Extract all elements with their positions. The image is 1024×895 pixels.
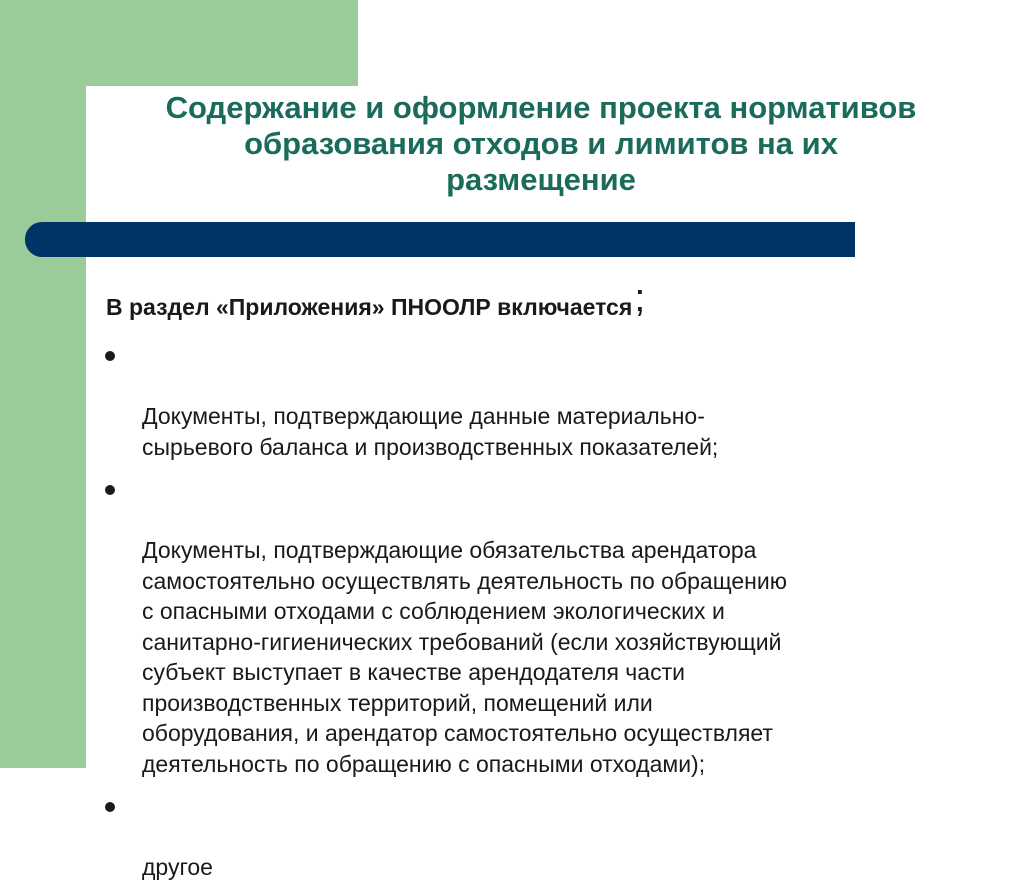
list-item bbox=[104, 791, 964, 883]
title-underline-bar bbox=[25, 222, 855, 257]
bullet-icon bbox=[105, 485, 115, 495]
green-side-background bbox=[0, 0, 86, 768]
list-item-text: другое bbox=[142, 854, 213, 880]
list-item-text: Документы, подтверждающие обязательства арендатора самостоятельно осуществлять деятельность по обращению с опасными отходами с соблюдением экологических и санитарно-гигиенических требований (если хозяйствующий субъект выступает в качестве арендодателя части производственных территорий, помещений или оборудования, и арендатор самостоятельно осуществляет деятельность по обращению с опасными отходами); bbox=[142, 537, 787, 777]
list-item bbox=[104, 340, 964, 462]
intro-semicolon: ; bbox=[634, 276, 646, 320]
list-item bbox=[104, 474, 964, 779]
slide-title: Содержание и оформление проекта нормативов образования отходов и лимитов на их размещение bbox=[165, 90, 917, 197]
intro-text: В раздел «Приложения» ПНООЛР включается bbox=[106, 294, 633, 320]
green-top-background bbox=[0, 0, 358, 86]
list-item-text: Документы, подтверждающие данные материально- сырьевого баланса и производственных показателей; bbox=[142, 403, 719, 460]
bullet-list bbox=[104, 340, 964, 895]
bullet-icon bbox=[105, 351, 115, 361]
bullet-icon bbox=[105, 802, 115, 812]
intro-heading bbox=[106, 276, 926, 323]
